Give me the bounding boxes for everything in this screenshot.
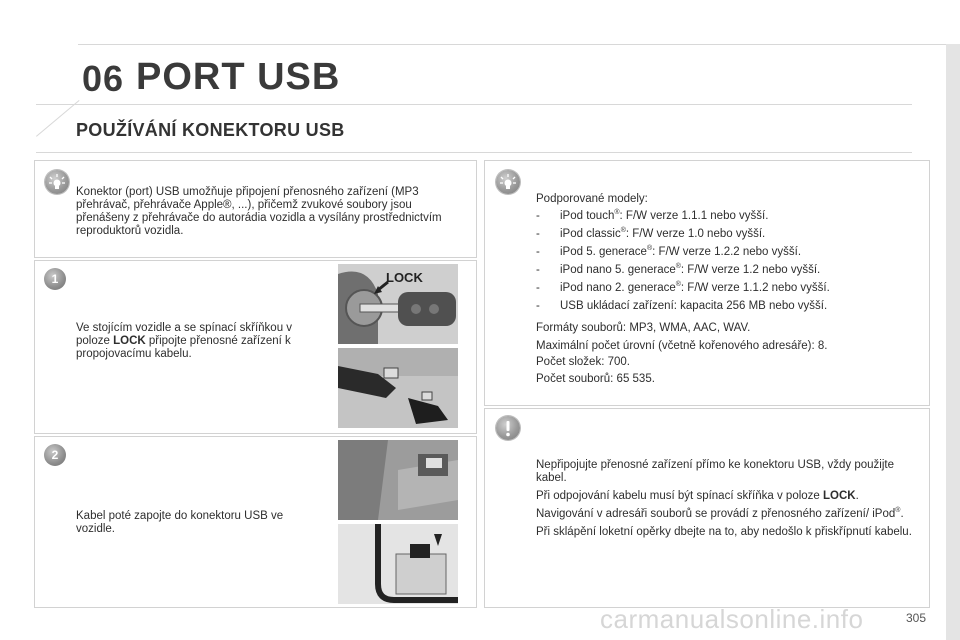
list-item: - iPod 5. generace®: F/W verze 1.2.2 nebo vyšší. <box>536 245 802 258</box>
list-item: - iPod nano 2. generace®: F/W verze 1.1.2 nebo vyšší. <box>536 281 830 294</box>
armrest-illustration <box>338 440 458 520</box>
info-lamp-icon <box>496 170 520 194</box>
list-item: - iPod touch®: F/W verze 1.1.1 nebo vyšší. <box>536 209 769 222</box>
step1-number-badge: 1 <box>44 268 66 290</box>
page-edge-band <box>946 44 960 640</box>
header-rule-top <box>78 44 946 45</box>
chapter-title: PORT USB <box>136 56 341 98</box>
max-levels: Maximální počet úrovní (včetně kořenového adresáře): 8. <box>536 340 828 352</box>
warning-paragraph: Navigování v adresáři souborů se provádí z přenosného zařízení/ iPod®. <box>536 507 904 520</box>
warning-paragraph: Při odpojování kabelu musí být spínací skříňka v poloze LOCK. <box>536 490 859 502</box>
watermark: carmanualsonline.info <box>600 604 864 634</box>
header-rule-left <box>36 100 80 137</box>
list-item: - iPod nano 5. generace®: F/W verze 1.2 nebo vyšší. <box>536 263 821 276</box>
list-item: - USB ukládací zařízení: kapacita 256 MB nebo vyšší. <box>536 300 828 312</box>
intro-text: Konektor (port) USB umožňuje připojení přenosného zařízení (MP3 přehrávač, přehrávače Apple®, ...), přičemž zvukové soubory jsou přenášeny z přehrávače do autorádia vozidla a vysílány prostřednictvím reproduktorů vozidla. <box>76 186 442 237</box>
supported-heading: Podporované modely: <box>536 193 648 205</box>
section-title: POUŽÍVÁNÍ KONEKTORU USB <box>76 120 345 140</box>
list-item: - iPod classic®: F/W verze 1.0 nebo vyšší. <box>536 227 766 240</box>
section-rule <box>36 152 912 153</box>
page-number: 305 <box>906 611 927 625</box>
usb-cable-illustration <box>338 348 458 428</box>
lock-label: LOCK <box>386 270 423 285</box>
chapter-number: 06 <box>82 58 125 99</box>
warning-exclamation-icon <box>496 416 520 440</box>
usb-socket-illustration <box>338 524 458 604</box>
warning-paragraph: Nepřipojujte přenosné zařízení přímo ke konektoru USB, vždy použijte kabel. <box>536 459 894 484</box>
file-count: Počet souborů: 65 535. <box>536 373 655 385</box>
supported-models-list <box>536 210 830 318</box>
file-formats: Formáty souborů: MP3, WMA, AAC, WAV. <box>536 322 751 334</box>
warning-text <box>536 459 916 544</box>
step1-text: Ve stojícím vozidle a se spínací skříňkou v poloze LOCK připojte přenosné zařízení k propojovacímu kabelu. <box>76 322 293 360</box>
folder-count: Počet složek: 700. <box>536 356 630 368</box>
warning-paragraph: Při sklápění loketní opěrky dbejte na to, aby nedošlo k přiskřípnutí kabelu. <box>536 526 912 538</box>
step2-number-badge: 2 <box>44 444 66 466</box>
step2-text: Kabel poté zapojte do konektoru USB ve vozidle. <box>76 510 284 535</box>
header-rule-bottom <box>36 104 912 105</box>
info-lamp-icon <box>45 170 69 194</box>
